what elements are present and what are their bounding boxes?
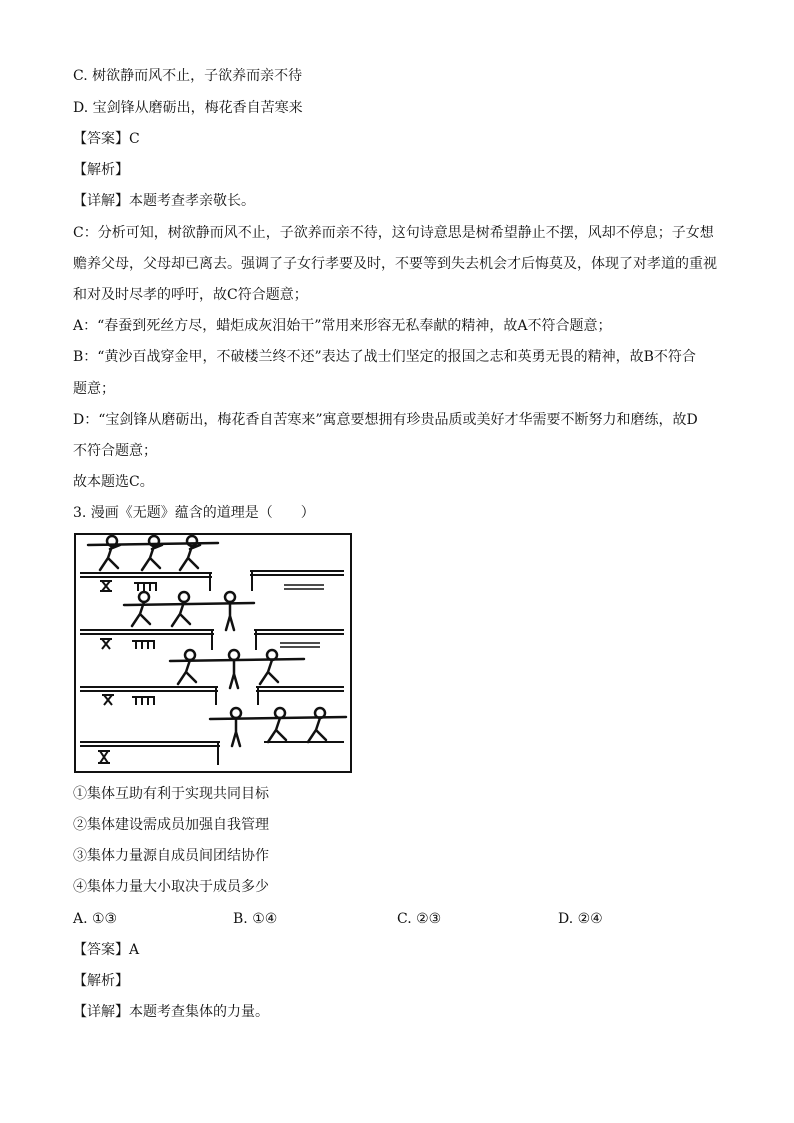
q3-choice-b: B. ①④: [233, 911, 278, 927]
q2-explain-c-line1: C：分析可知，树欲静而风不止，子欲养而亲不待，这句诗意思是树希望静止不摆，风却不停息；子女想: [73, 225, 714, 241]
q2-explain-d-line2: 不符合题意；: [73, 443, 157, 459]
q2-detail: 【详解】本题考查孝亲敬长。: [73, 193, 255, 209]
q3-analysis-label: 【解析】: [73, 973, 129, 989]
q3-statement-2: ②集体建设需成员加强自我管理: [73, 817, 269, 833]
q3-detail: 【详解】本题考查集体的力量。: [73, 1004, 269, 1020]
q2-explain-b-line1: B：“黄沙百战穿金甲，不破楼兰终不还”表达了战士们坚定的报国之志和英勇无畏的精神，故B不符合: [73, 349, 696, 365]
q3-statement-4: ④集体力量大小取决于成员多少: [73, 879, 269, 895]
q2-option-c: C. 树欲静而风不止，子欲养而亲不待: [73, 68, 303, 84]
q2-explain-c-line2: 赡养父母，父母却已离去。强调了子女行孝要及时，不要等到失去机会才后悔莫及，体现了对孝道的重视: [73, 256, 717, 272]
q3-choice-a: A. ①③: [73, 911, 118, 927]
q3-statement-1: ①集体互助有利于实现共同目标: [73, 786, 269, 802]
q2-analysis-label: 【解析】: [73, 162, 129, 178]
q2-answer: 【答案】C: [73, 131, 140, 147]
cartoon-illustration: [74, 533, 352, 773]
q3-stem: 3. 漫画《无题》蕴含的道理是（ ）: [73, 505, 315, 521]
q2-conclusion: 故本题选C。: [73, 474, 154, 490]
q2-option-d: D. 宝剑锋从磨砺出，梅花香自苦寒来: [73, 100, 303, 116]
q3-statement-3: ③集体力量源自成员间团结协作: [73, 848, 269, 864]
q3-answer: 【答案】A: [73, 942, 140, 958]
q3-choice-d: D. ②④: [558, 911, 603, 927]
q2-explain-d-line1: D：“宝剑锋从磨砺出，梅花香自苦寒来”寓意要想拥有珍贵品质或美好才华需要不断努力和磨练，故D: [73, 412, 698, 428]
q3-choice-c: C. ②③: [397, 911, 442, 927]
q2-explain-c-line3: 和对及时尽孝的呼吁，故C符合题意；: [73, 287, 308, 303]
q2-explain-a: A：“春蚕到死丝方尽，蜡炬成灰泪始干”常用来形容无私奉献的精神，故A不符合题意；: [73, 318, 612, 334]
q2-explain-b-line2: 题意；: [73, 381, 115, 397]
